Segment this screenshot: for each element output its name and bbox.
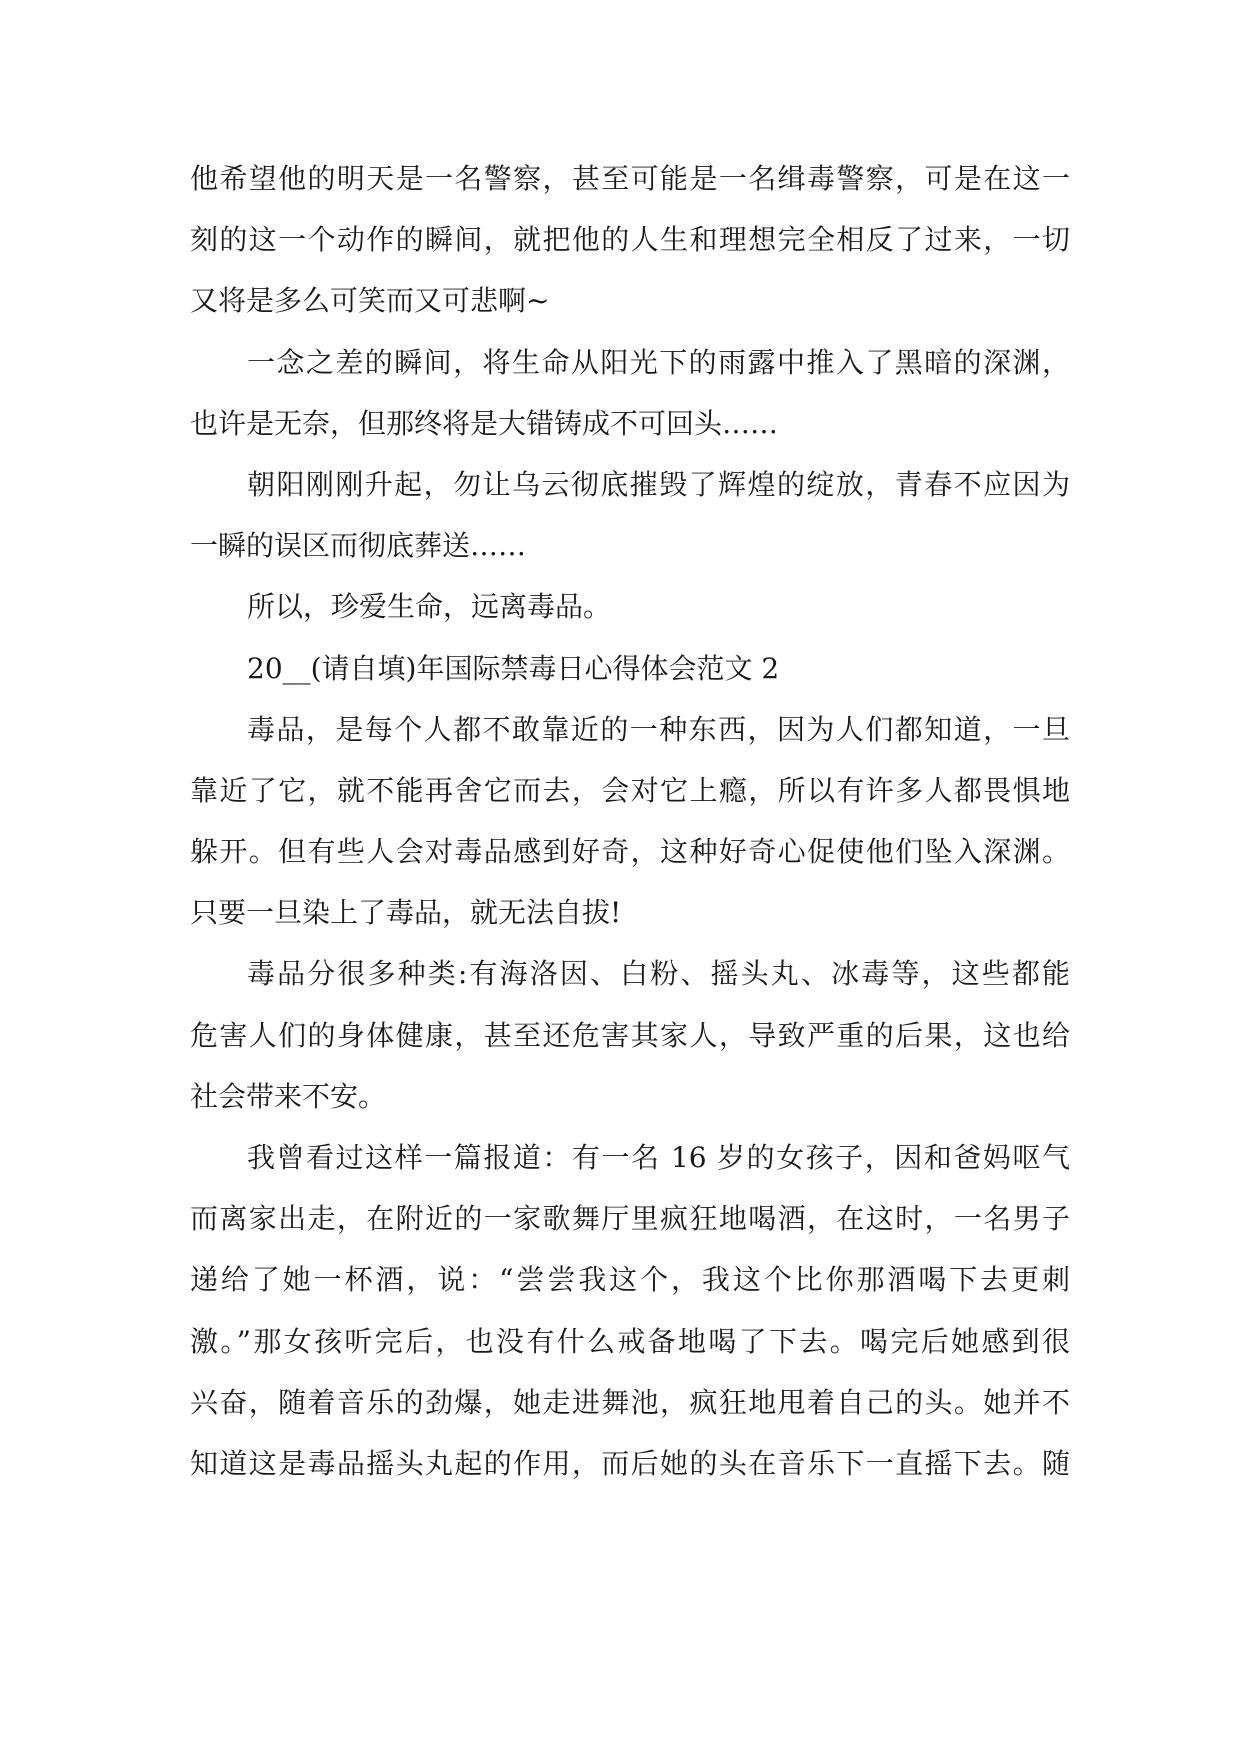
text-line: 一瞬的误区而彻底葬送…… xyxy=(190,529,527,563)
text-line: 毒品分很多种类:有海洛因、白粉、摇头丸、冰毒等，这些都能 xyxy=(247,957,1070,991)
text-line: 朝阳刚刚升起，勿让乌云彻底摧毁了辉煌的绽放，青春不应因为 xyxy=(247,467,1070,501)
text-line: 躲开。但有些人会对毒品感到好奇，这种好奇心促使他们坠入深渊。 xyxy=(190,835,1070,869)
text-line: 危害人们的身体健康，甚至还危害其家人，导致严重的后果，这也给 xyxy=(190,1018,1070,1052)
text-line: 我曾看过这样一篇报道：有一名 16 岁的女孩子，因和爸妈呕气 xyxy=(247,1141,1070,1174)
text-line: 又将是多么可笑而又可悲啊~ xyxy=(190,284,550,318)
text-line: 递给了她一杯酒，说：“尝尝我这个，我这个比你那酒喝下去更刺 xyxy=(190,1263,1070,1297)
text-line: 他希望他的明天是一名警察，甚至可能是一名缉毒警察，可是在这一 xyxy=(190,162,1070,195)
text-line: 兴奋，随着音乐的劲爆，她走进舞池，疯狂地甩着自己的头。她并不 xyxy=(190,1385,1070,1419)
text-line: 激。”那女孩听完后，也没有什么戒备地喝了下去。喝完后她感到很 xyxy=(190,1324,1070,1358)
text-line: 也许是无奈，但那终将是大错铸成不可回头…… xyxy=(190,406,779,440)
text-line: 20__(请自填)年国际禁毒日心得体会范文 2 xyxy=(247,651,780,685)
document-body xyxy=(190,148,1070,1494)
text-line: 只要一旦染上了毒品，就无法自拔! xyxy=(190,896,622,930)
text-line: 刻的这一个动作的瞬间，就把他的人生和理想完全相反了过来，一切 xyxy=(190,223,1070,257)
text-line: 知道这是毒品摇头丸起的作用，而后她的头在音乐下一直摇下去。随 xyxy=(190,1446,1070,1480)
text-line: 所以，珍爱生命，远离毒品。 xyxy=(247,590,612,624)
text-line: 一念之差的瞬间，将生命从阳光下的雨露中推入了黑暗的深渊， xyxy=(247,345,1070,379)
text-line: 而离家出走，在附近的一家歌舞厅里疯狂地喝酒，在这时，一名男子 xyxy=(190,1202,1070,1236)
text-line: 毒品，是每个人都不敢靠近的一种东西，因为人们都知道，一旦 xyxy=(247,712,1070,746)
text-line: 靠近了它，就不能再舍它而去，会对它上瘾，所以有许多人都畏惧地 xyxy=(190,773,1070,807)
text-line: 社会带来不安。 xyxy=(190,1079,387,1113)
